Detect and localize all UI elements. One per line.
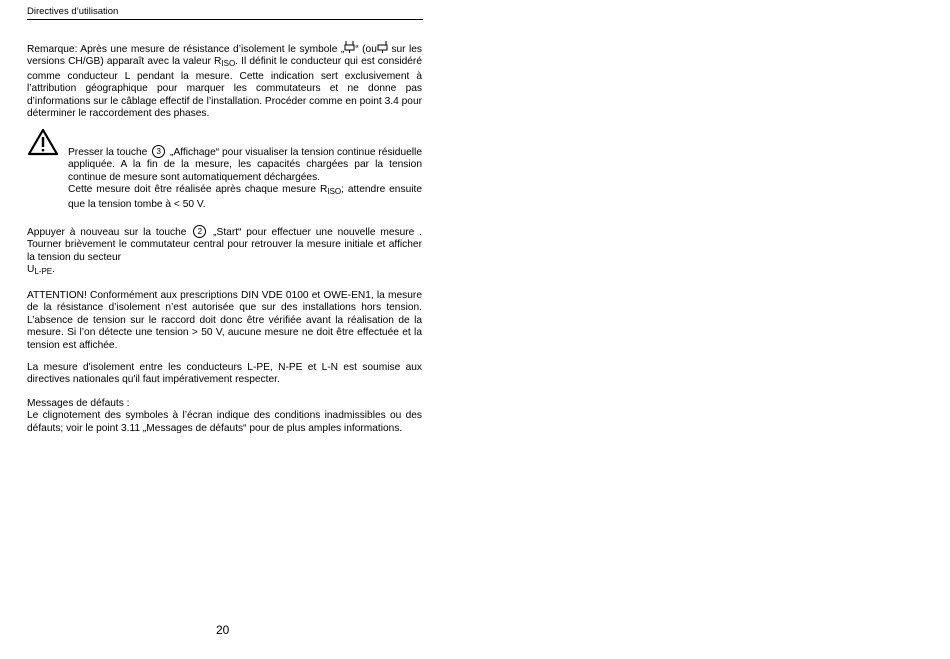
- paragraph-remarque: Remarque: Après une mesure de résistance d’isolement le symbole „ “ (ou sur les versions CH/GB) apparaît avec la valeur $R_{ISO}$. Il définit le conducteur qui est considéré comme conducteur L pendant la mesure. Cette indication sert exclusivement à l’attribution géographique pour marquer les commutateurs et ne donne pas d’informations sur le câblage effectif de l’installation. Procéder comme en point 3.4 pour déterminer le raccordement des phases.: [27, 41, 422, 120]
- error-messages-text: Le clignotement des symboles à l’écran indique des conditions inadmissibles ou des défauts; voir le point 3.11 „Messages de défauts“ pour de plus amples informations.: [27, 410, 422, 434]
- warning-triangle-icon: [27, 128, 59, 156]
- plug-symbol-icon: [344, 41, 355, 53]
- paragraph-national-directives: La mesure d'isolement entre les conducteurs L-PE, N-PE et L-N est soumise aux directives nationales qu'il faut impérativement respecter.: [27, 362, 422, 386]
- key-2-icon: 2: [193, 225, 206, 238]
- paragraph-start: Appuyer à nouveau sur la touche 2 „Start“ pour effectuer une nouvelle mesure . Tourner brièvement le commutateur central pour retrouver la mesure initiale et afficher la tension du secteur $U_{L-PE}$.: [27, 227, 422, 277]
- key-3-icon: 3: [152, 145, 165, 158]
- warning-text: Presser la touche 3 „Affichage“ pour visualiser la tension continue résiduelle appliquée. A la fin de la mesure, les capacités chargées par la tension continue de mesure sont automatiquement déchargées. Cette mesure doit être réalisée après chaque mesure $R_{ISO}$; attendre ensuite que la tension tombe à < 50 V.: [68, 147, 422, 210]
- page-header: Directives d’utilisation: [27, 6, 423, 20]
- paragraph-error-messages: [27, 398, 422, 435]
- paragraph-attention: ATTENTION! Conformément aux prescriptions DIN VDE 0100 et OWE-EN1, la mesure de la résistance d’isolement n’est autorisée que sur des installations hors tension. L’absence de tension sur le raccord doit donc être vérifiée avant la réalisation de la mesure. Si l’on détecte une tension > 50 V, aucune mesure ne doit être effectuée et la tension est affichée.: [27, 290, 422, 351]
- plug-symbol-alt-icon: [377, 41, 388, 53]
- page-number: 20: [216, 623, 230, 637]
- error-messages-heading: Messages de défauts :: [27, 398, 130, 409]
